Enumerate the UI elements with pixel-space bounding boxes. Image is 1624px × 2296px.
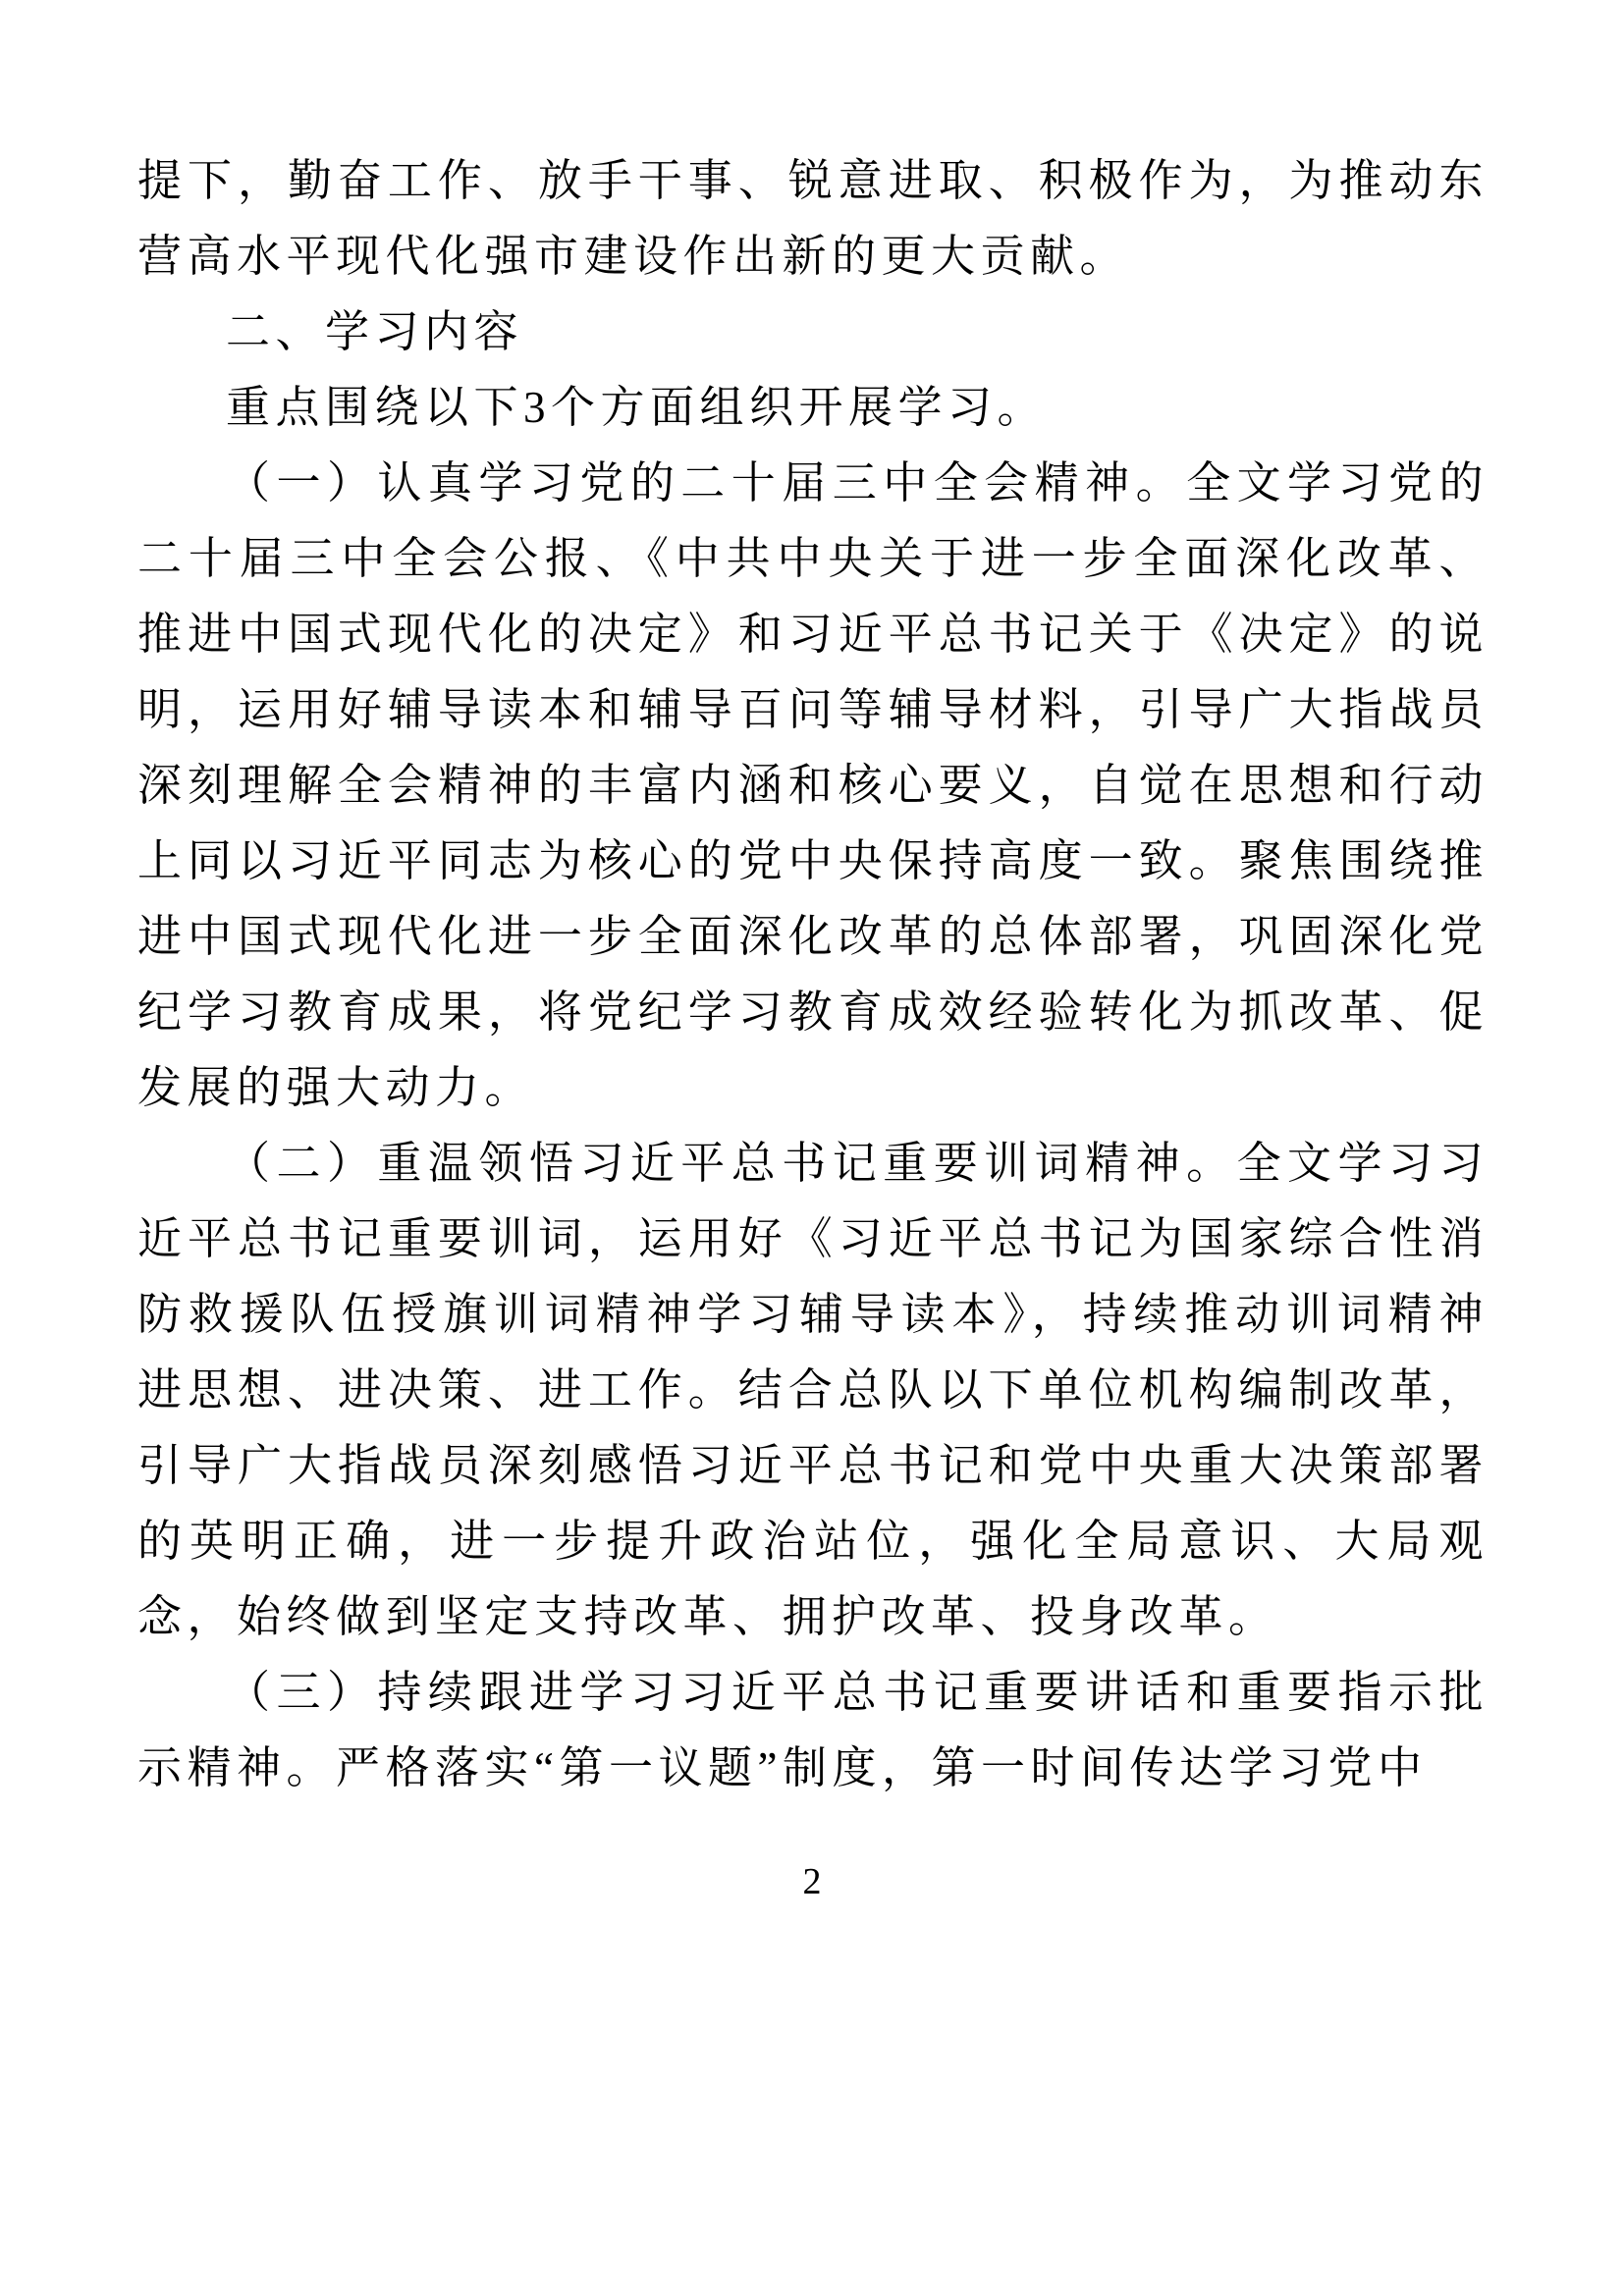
paragraph-continuation: 提下，勤奋工作、放手干事、锐意进取、积极作为，为推动东营高水平现代化强市建设作出新的更大贡献。 — [137, 156, 1489, 281]
paragraph-item-three: （三）持续跟进学习习近平总书记重要讲话和重要指示批示精神。严格落实“第一议题”制度，第一时间传达学习党中 — [137, 1668, 1489, 1792]
paragraph-item-two: （二）重温领悟习近平总书记重要训词精神。全文学习习近平总书记重要训词，运用好《习近平总书记为国家综合性消防救援队伍授旗训词精神学习辅导读本》，持续推动训词精神进思想、进决策、进工作。结合总队以下单位机构编制改革，引导广大指战员深刻感悟习近平总书记和党中央重大决策部署的英明正确，进一步提升政治站位，强化全局意识、大局观念，始终做到坚定支持改革、拥护改革、投身改革。 — [137, 1139, 1489, 1641]
section-heading: 二、学习内容 — [226, 307, 524, 356]
paragraph: 重点围绕以下3个方面组织开展学习。 — [226, 383, 1048, 432]
text-content — [137, 143, 1489, 1806]
page-number: 2 — [802, 1861, 822, 1902]
paragraph-item-one: （一）认真学习党的二十届三中全会精神。全文学习党的二十届三中全会公报、《中共中央关于进一步全面深化改革、推进中国式现代化的决定》和习近平总书记关于《决定》的说明，运用好辅导读本和辅导百问等辅导材料，引导广大指战员深刻理解全会精神的丰富内涵和核心要义，自觉在思想和行动上同以习近平同志为核心的党中央保持高度一致。聚焦围绕推进中国式现代化进一步全面深化改革的总体部署，巩固深化党纪学习教育成果，将党纪学习教育成效经验转化为抓改革、促发展的强大动力。 — [137, 458, 1489, 1112]
